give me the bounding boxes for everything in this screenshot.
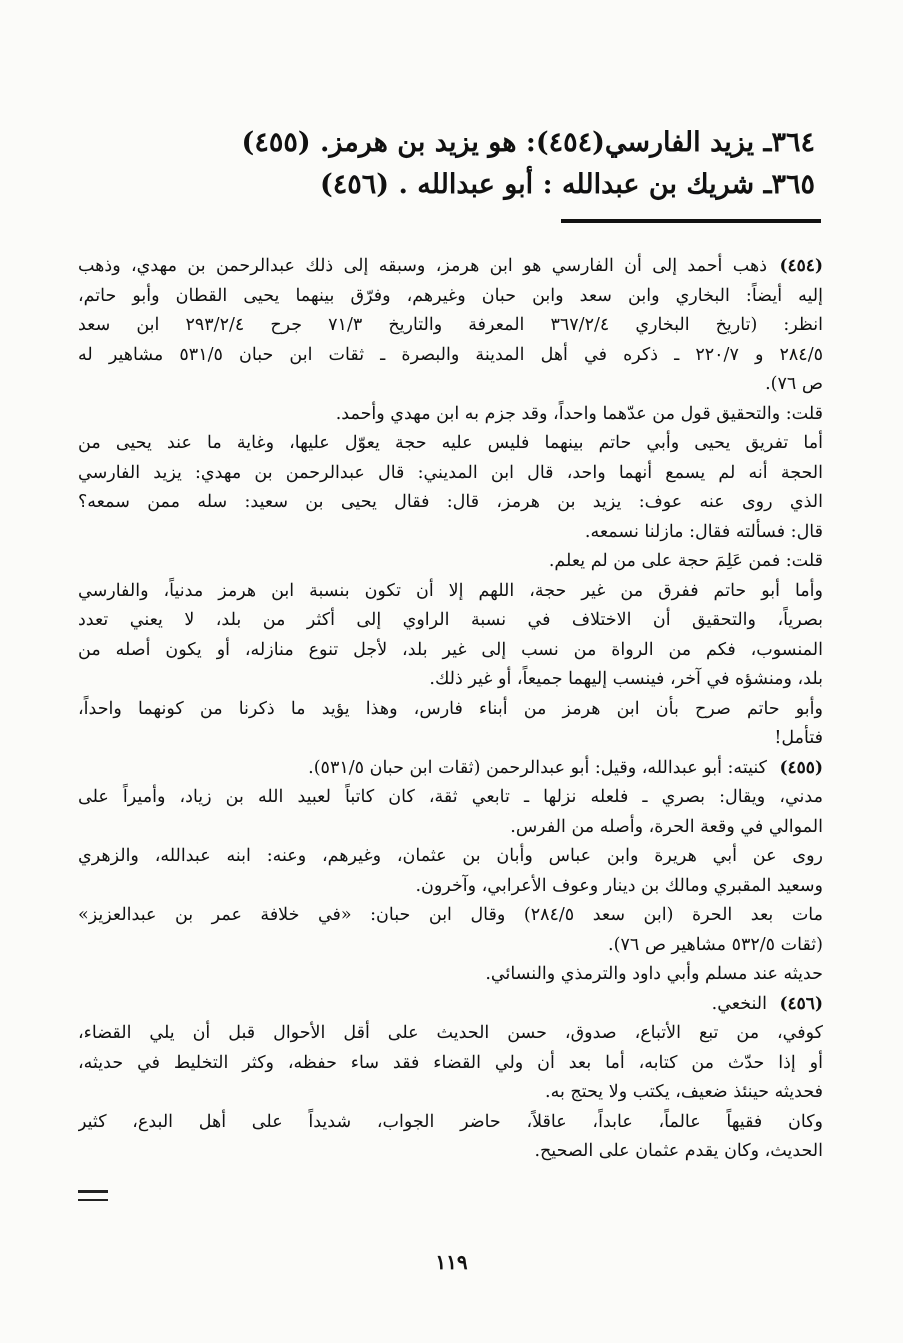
footnote-line: روى عن أبي هريرة وابن عباس وأبان بن عثمان، وغيرهم، وعنه: ابنه عبدالله، والزهري — [78, 846, 823, 866]
page-number: ١١٩ — [435, 1250, 468, 1274]
footnote-455 — [78, 754, 823, 990]
separator-rule — [561, 219, 821, 223]
footnote-line: قلت: فمن عَلِمَ حجة على من لم يعلم. — [548, 551, 823, 571]
footnote-line: الحجة أنه لم يسمع أنهما واحد، قال ابن المديني: قال عبدالرحمن بن مهدي: يزيد الفارسي — [78, 462, 823, 483]
footnote-line: مدني، ويقال: بصري ـ فلعله نزلها ـ تابعي ثقة، كان كاتباً لعبيد الله بن زياد، وأميراً على — [78, 787, 823, 807]
footnote-number: (٤٥٥) — [779, 757, 823, 778]
footnote-line: كنيته: أبو عبدالله، وقيل: أبو عبدالرحمن (ثقات ابن حبان ٥٣١/٥). — [308, 757, 767, 778]
footnote-line: الموالي في وقعة الحرة، وأصله من الفرس. — [510, 816, 823, 837]
footnote-line: قلت: والتحقيق قول من عدّهما واحداً، وقد جزم به ابن مهدي وأحمد. — [335, 403, 823, 424]
footnote-line: إليه أيضاً: البخاري وابن سعد وابن حبان وغيرهم، وفرّق بينهما يحيى القطان وأبو حاتم، — [78, 285, 823, 306]
footnote-line: ذهب أحمد إلى أن الفارسي هو ابن هرمز، وسبقه إلى ذلك عبدالرحمن بن مهدي، وذهب — [78, 256, 767, 276]
entry-headings — [241, 122, 815, 206]
footnote-line: الحديث، وكان يقدم عثمان على الصحيح. — [534, 1141, 823, 1161]
footnote-line: ٢٨٤/٥ و ٢٢٠/٧ ـ ذكره في أهل المدينة والبصرة ـ ثقات ابن حبان ٥٣١/٥ مشاهير له — [78, 344, 823, 365]
footnote-line: المنسوب، فكم من الرواة من نسب إلى غير بلد، لأجل تنوع منازله، أو يكون أصله من — [78, 639, 823, 660]
entry-364: ٣٦٤ـ يزيد الفارسي(٤٥٤): هو يزيد بن هرمز. (٤٥٥) — [241, 127, 815, 158]
margin-equals-mark — [78, 1190, 108, 1207]
footnote-line: وسعيد المقبري ومالك بن دينار وعوف الأعرابي، وآخرون. — [415, 875, 823, 896]
footnote-line: فحديثه حينئذ ضعيف، يكتب ولا يحتج به. — [545, 1082, 823, 1102]
footnote-line: انظر: (تاريخ البخاري ٣٦٧/٢/٤ المعرفة والتاريخ ٧١/٣ جرح ٢٩٣/٢/٤ ابن سعد — [78, 315, 823, 335]
footnote-456 — [78, 990, 823, 1167]
footnote-line: قال: فسألته فقال: مازلنا نسمعه. — [584, 521, 823, 542]
entry-365: ٣٦٥ـ شريك بن عبدالله : أبو عبدالله . (٤٥٦) — [319, 169, 815, 200]
footnote-line: بصرياً، والتحقيق أن الاختلاف في نسبة الراوي إلى أكثر من بلد، لا يعني تعدد — [78, 610, 823, 630]
footnote-line: وأما أبو حاتم ففرق من غير حجة، اللهم إلا أن تكون بنسبة ابن هرمز مدنياً، والفارسي — [78, 580, 823, 601]
footnote-line: أو إذا حدّث من كتابه، أما بعد أن ولي القضاء فقد ساء حفظه، وكثر التخليط في حديثه، — [78, 1052, 823, 1073]
footnote-line: ص ٧٦). — [765, 374, 823, 394]
footnotes — [78, 252, 823, 1167]
footnote-line: مات بعد الحرة (ابن سعد ٢٨٤/٥) وقال ابن حبان: «في خلافة عمر بن عبدالعزيز» — [78, 905, 823, 925]
footnote-line: حديثه عند مسلم وأبي داود والترمذي والنسائي. — [485, 964, 823, 984]
footnote-line: وكان فقيهاً عالماً، عابداً، عاقلاً، حاضر الجواب، شديداً على أهل البدع، كثير — [78, 1111, 823, 1132]
footnote-454 — [78, 252, 823, 754]
footnote-line: وأبو حاتم صرح بأن ابن هرمز من أبناء فارس، وهذا يؤيد ما ذكرنا من كونهما واحداً، — [78, 698, 823, 719]
footnote-line: بلد، ومنشؤه في آخر، فينسب إليهما جميعاً، أو غير ذلك. — [429, 669, 823, 689]
footnote-line: كوفي، من تبع الأتباع، صدوق، حسن الحديث على أقل الأحوال قبل أن يلي القضاء، — [78, 1023, 823, 1043]
footnote-number: (٤٥٤) — [779, 256, 823, 276]
footnote-line: النخعي. — [711, 993, 767, 1014]
footnote-line: (ثقات ٥٣٢/٥ مشاهير ص ٧٦). — [608, 934, 823, 955]
footnote-line: أما تفريق يحيى وأبي حاتم بينهما فليس عليه حجة يعوّل عليها، وغاية ما عند يحيى من — [78, 433, 823, 453]
footnote-number: (٤٥٦) — [779, 993, 823, 1014]
footnote-line: فتأمل! — [774, 728, 823, 748]
footnote-line: الذي روى عنه عوف: يزيد بن هرمز، قال: فقال يحيى بن سعيد: سله ممن سمعه؟ — [78, 492, 823, 512]
